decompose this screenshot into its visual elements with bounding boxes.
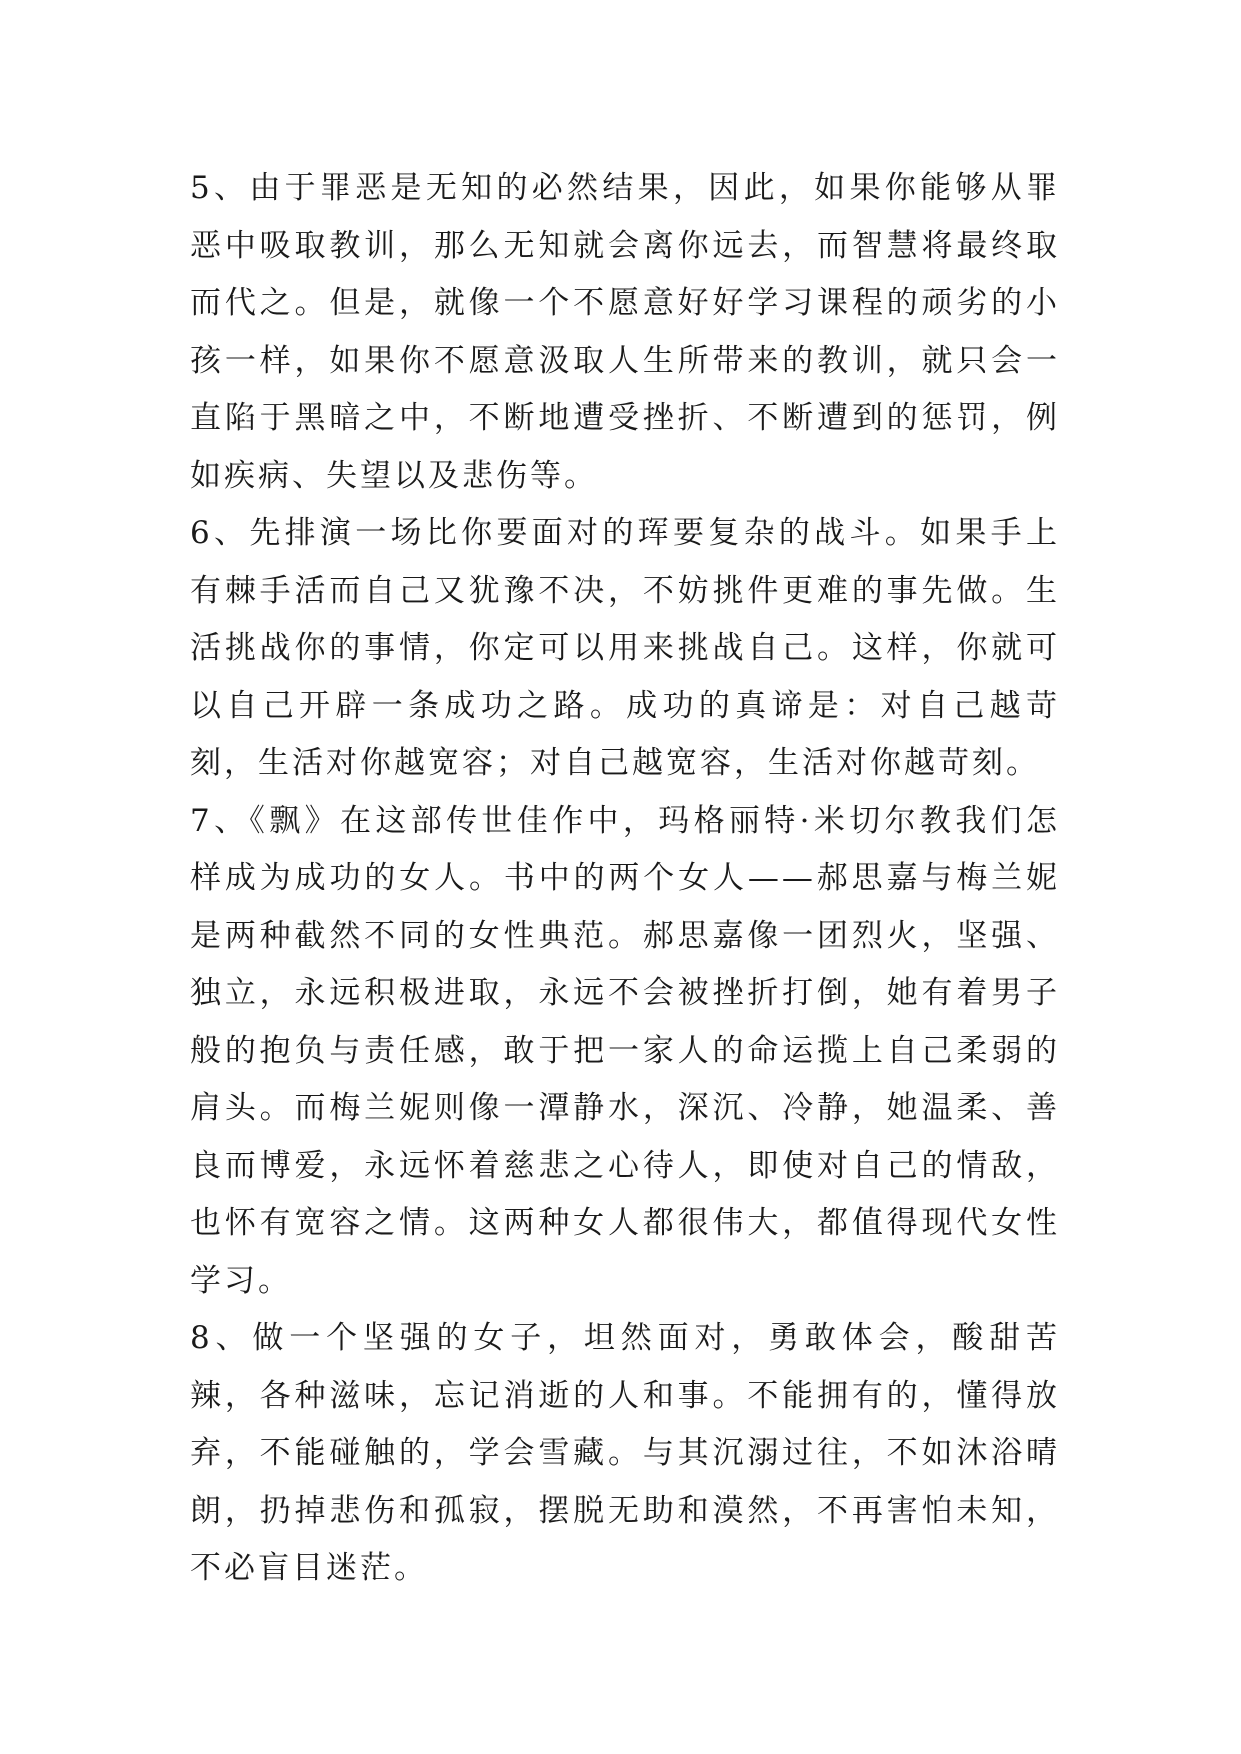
paragraph-7: 7、《飘》在这部传世佳作中，玛格丽特·米切尔教我们怎样成为成功的女人。书中的两个女人——郝思嘉与梅兰妮是两种截然不同的女性典范。郝思嘉像一团烈火，坚强、独立，永远积极进取，永远不会被挫折打倒，她有着男子般的抱负与责任感，敢于把一家人的命运揽上自己柔弱的肩头。而梅兰妮则像一潭静水，深沉、冷静，她温柔、善良而博爱，永远怀着慈悲之心待人，即使对自己的情敌，也怀有宽容之情。这两种女人都很伟大，都值得现代女性学习。 [190,802,1060,1299]
document-body [190,160,1060,1598]
paragraph-5: 5、由于罪恶是无知的必然结果，因此，如果你能够从罪恶中吸取教训，那么无知就会离你远去，而智慧将最终取而代之。但是，就像一个不愿意好好学习课程的顽劣的小孩一样，如果你不愿意汲取人生所带来的教训，就只会一直陷于黑暗之中，不断地遭受挫折、不断遭到的惩罚，例如疾病、失望以及悲伤等。 [190,170,1060,494]
paragraph-6: 6、先排演一场比你要面对的珲要复杂的战斗。如果手上有棘手活而自己又犹豫不决，不妨挑件更难的事先做。生活挑战你的事情，你定可以用来挑战自己。这样，你就可以自己开辟一条成功之路。成功的真谛是：对自己越苛刻，生活对你越宽容；对自己越宽容，生活对你越苛刻。 [190,515,1060,781]
paragraph-8: 8、做一个坚强的女子，坦然面对，勇敢体会，酸甜苦辣，各种滋味，忘记消逝的人和事。不能拥有的，懂得放弃，不能碰触的，学会雪藏。与其沉溺过往，不如沐浴晴朗，扔掉悲伤和孤寂，摆脱无助和漠然，不再害怕未知，不必盲目迷茫。 [190,1320,1060,1586]
